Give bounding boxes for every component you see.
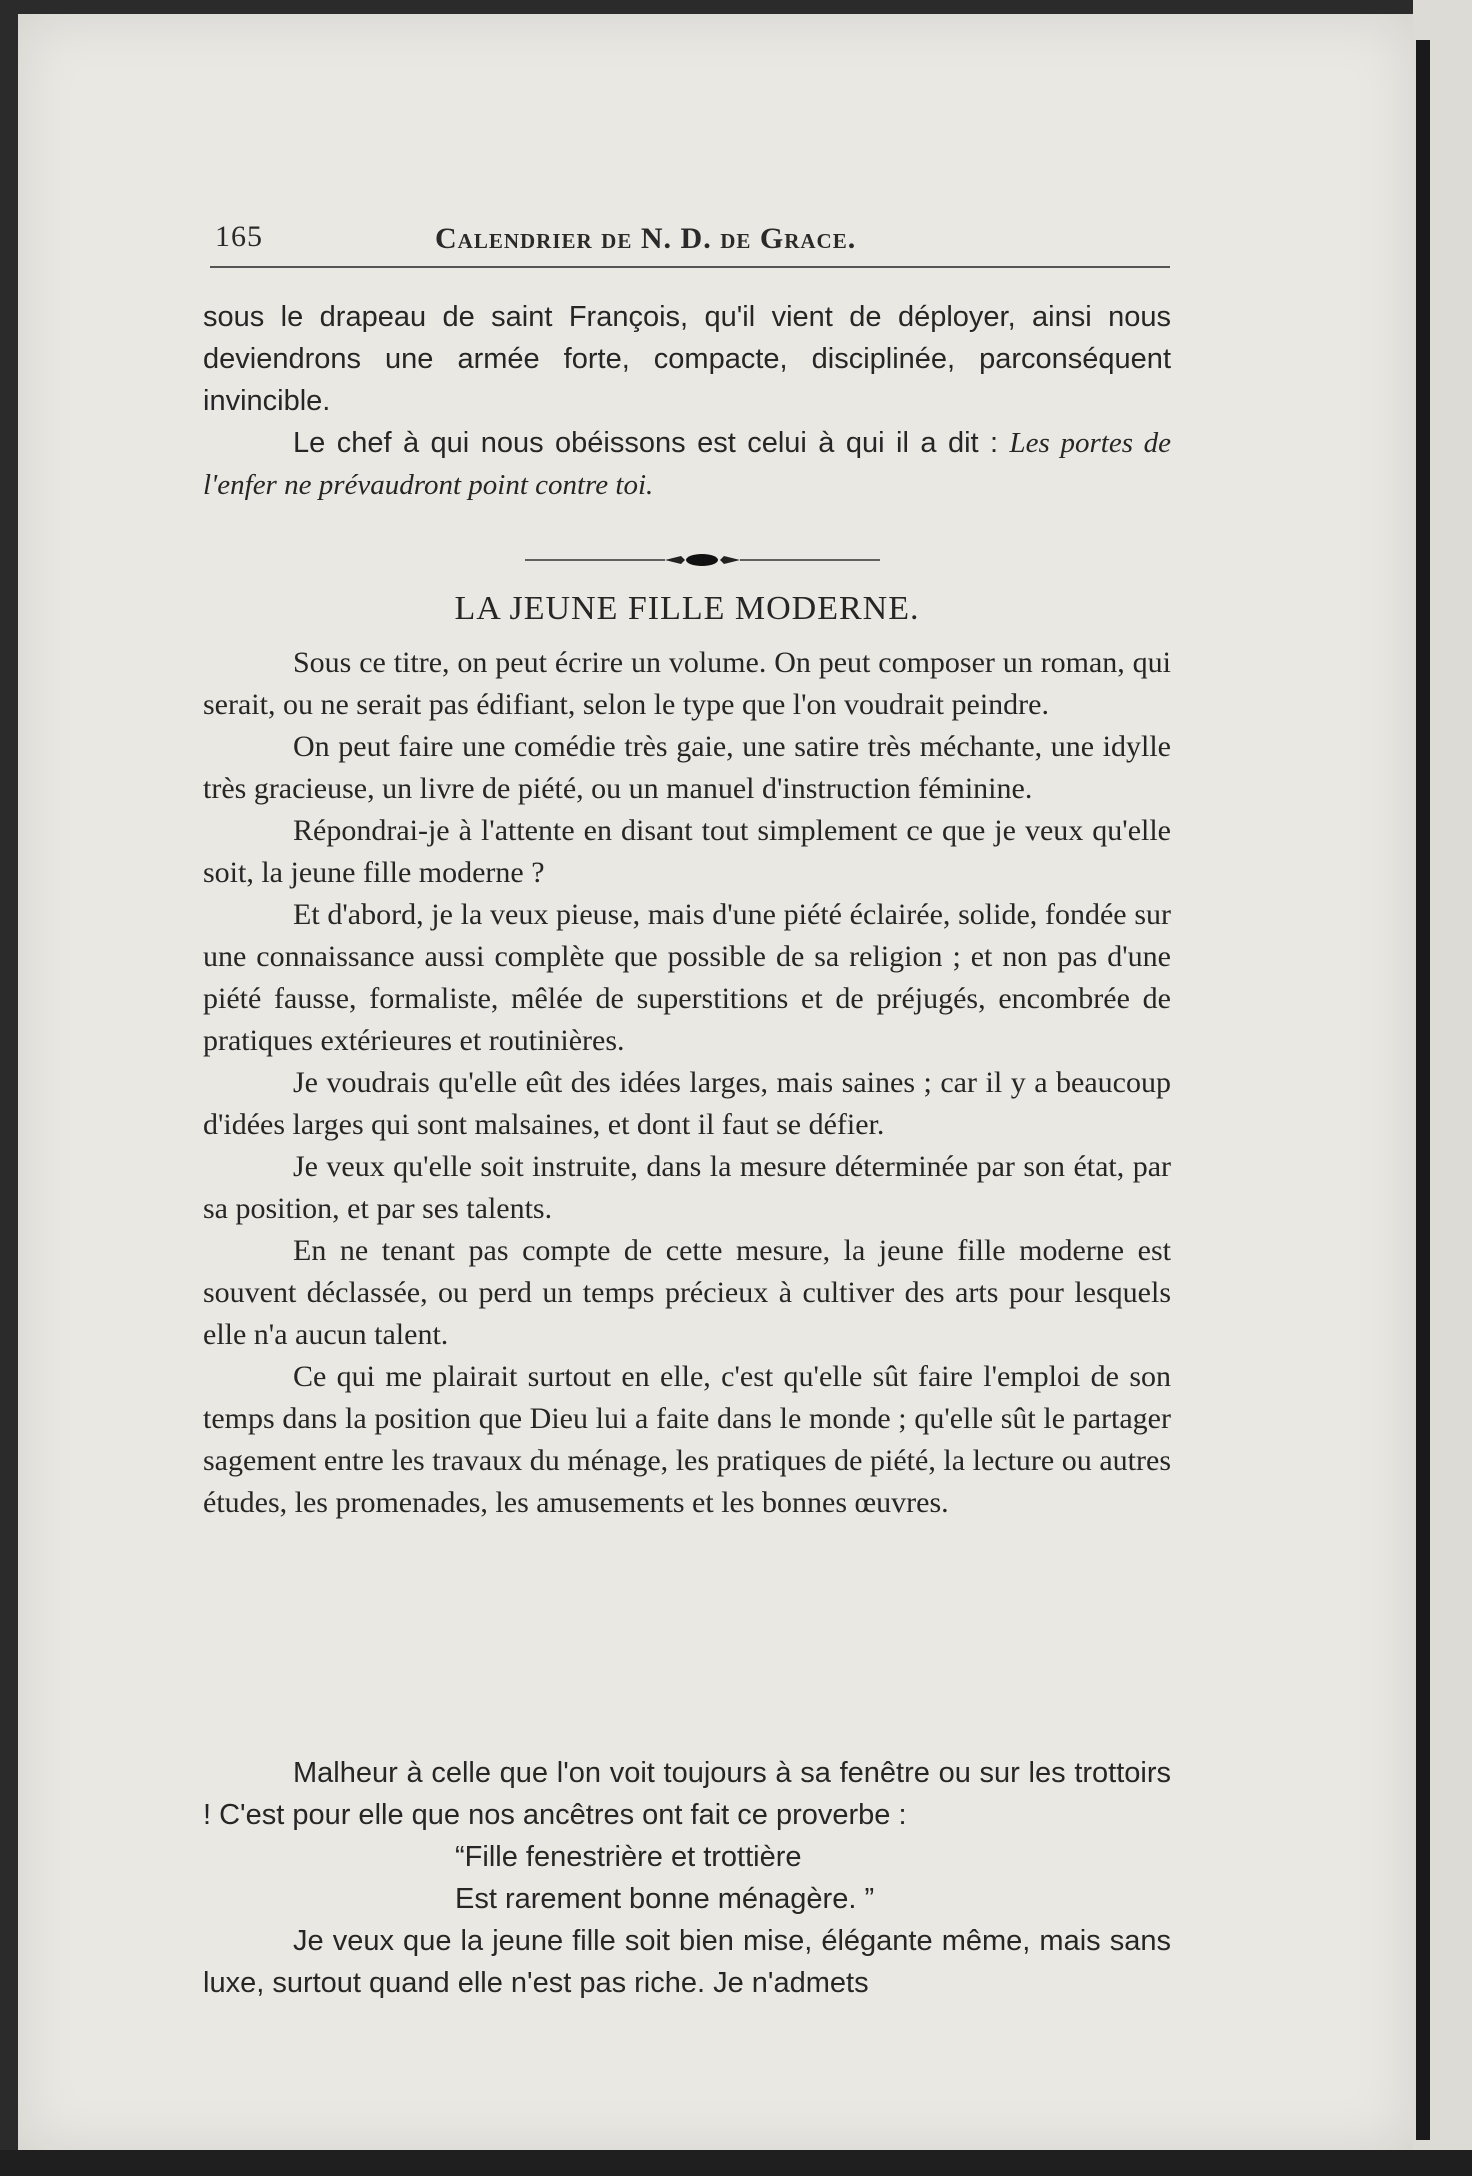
facing-page-edge bbox=[1413, 0, 1472, 2176]
body-paragraph: En ne tenant pas compte de cette mesure, la jeune fille moderne est souvent déclassée, ou perd un temps précieux à cultiver des arts pour lesquels elle n'a aucun talent. bbox=[203, 1234, 1171, 1351]
body-paragraph: On peut faire une comédie très gaie, une satire très méchante, une idylle très gracieuse, un livre de piété, ou un manuel d'instruction féminine. bbox=[203, 730, 1171, 805]
proverb-line-2: Est rarement bonne ménagère. ” bbox=[455, 1883, 875, 1915]
final-text bbox=[203, 1920, 1171, 2004]
body-paragraph: Répondrai-je à l'attente en disant tout simplement ce que je veux qu'elle soit, la jeune fille moderne ? bbox=[203, 814, 1171, 889]
continuation-paragraph: sous le drapeau de saint François, qu'il vient de déployer, ainsi nous deviendrons une armée forte, compacte, disciplinée, parconséquent invincible. bbox=[203, 301, 1171, 417]
body-paragraph: Et d'abord, je la veux pieuse, mais d'une piété éclairée, solide, fondée sur une connaissance aussi complète que possible de sa religion ; et non pas d'une piété fausse, formaliste, mêlée de superstitions et de préjugés, encombrée de pratiques extérieures et routinières. bbox=[203, 898, 1171, 1057]
body-paragraph: Sous ce titre, on peut écrire un volume. On peut composer un roman, qui serait, ou ne serait pas édifiant, selon le type que l'on voudrait peindre. bbox=[203, 646, 1171, 721]
gospel-quote: Les portes de l'enfer ne prévaudront point contre toi. bbox=[203, 427, 1171, 501]
proverb-line-1: “Fille fenestrière et trottière bbox=[455, 1841, 802, 1873]
body-paragraph: Je voudrais qu'elle eût des idées larges, mais saines ; car il y a beaucoup d'idées larges qui sont malsaines, et dont il faut se défier. bbox=[203, 1066, 1171, 1141]
section-ornament bbox=[525, 548, 880, 572]
proverb-quote bbox=[455, 1836, 1055, 1920]
header-rule bbox=[210, 266, 1170, 268]
body-paragraph: Je veux qu'elle soit instruite, dans la mesure déterminée par son état, par sa position, et par ses talents. bbox=[203, 1150, 1171, 1225]
scan-border bbox=[0, 2150, 1472, 2176]
continuation-text bbox=[203, 296, 1171, 506]
running-title: Calendrier de N. D. de Grace. bbox=[435, 222, 857, 255]
article-body bbox=[203, 642, 1171, 1524]
body-paragraph: Ce qui me plairait surtout en elle, c'est qu'elle sût faire l'emploi de son temps dans la position que Dieu lui a faite dans le monde ; qu'elle sût le partager sagement entre les travaux du ménage, les pratiques de piété, la lecture ou autres études, les promenades, les amusements et les bonnes œuvres. bbox=[203, 1360, 1171, 1519]
closing-paragraph: Malheur à celle que l'on voit toujours à sa fenêtre ou sur les trottoirs ! C'est pour elle que nos ancêtres ont fait ce proverbe : bbox=[203, 1757, 1171, 1831]
closing-text bbox=[203, 1752, 1171, 1836]
section-title: LA JEUNE FILLE MODERNE. bbox=[454, 590, 920, 627]
page-header bbox=[215, 212, 1170, 262]
page-number: 165 bbox=[215, 220, 263, 253]
binding-shadow bbox=[1416, 40, 1430, 2140]
continuation-paragraph-2 bbox=[203, 422, 1171, 506]
continuation-text-start: Le chef à qui nous obéissons est celui à qui il a dit : bbox=[293, 427, 1010, 459]
final-paragraph: Je veux que la jeune fille soit bien mise, élégante même, mais sans luxe, surtout quand elle n'est pas riche. Je n'admets bbox=[203, 1925, 1171, 1999]
